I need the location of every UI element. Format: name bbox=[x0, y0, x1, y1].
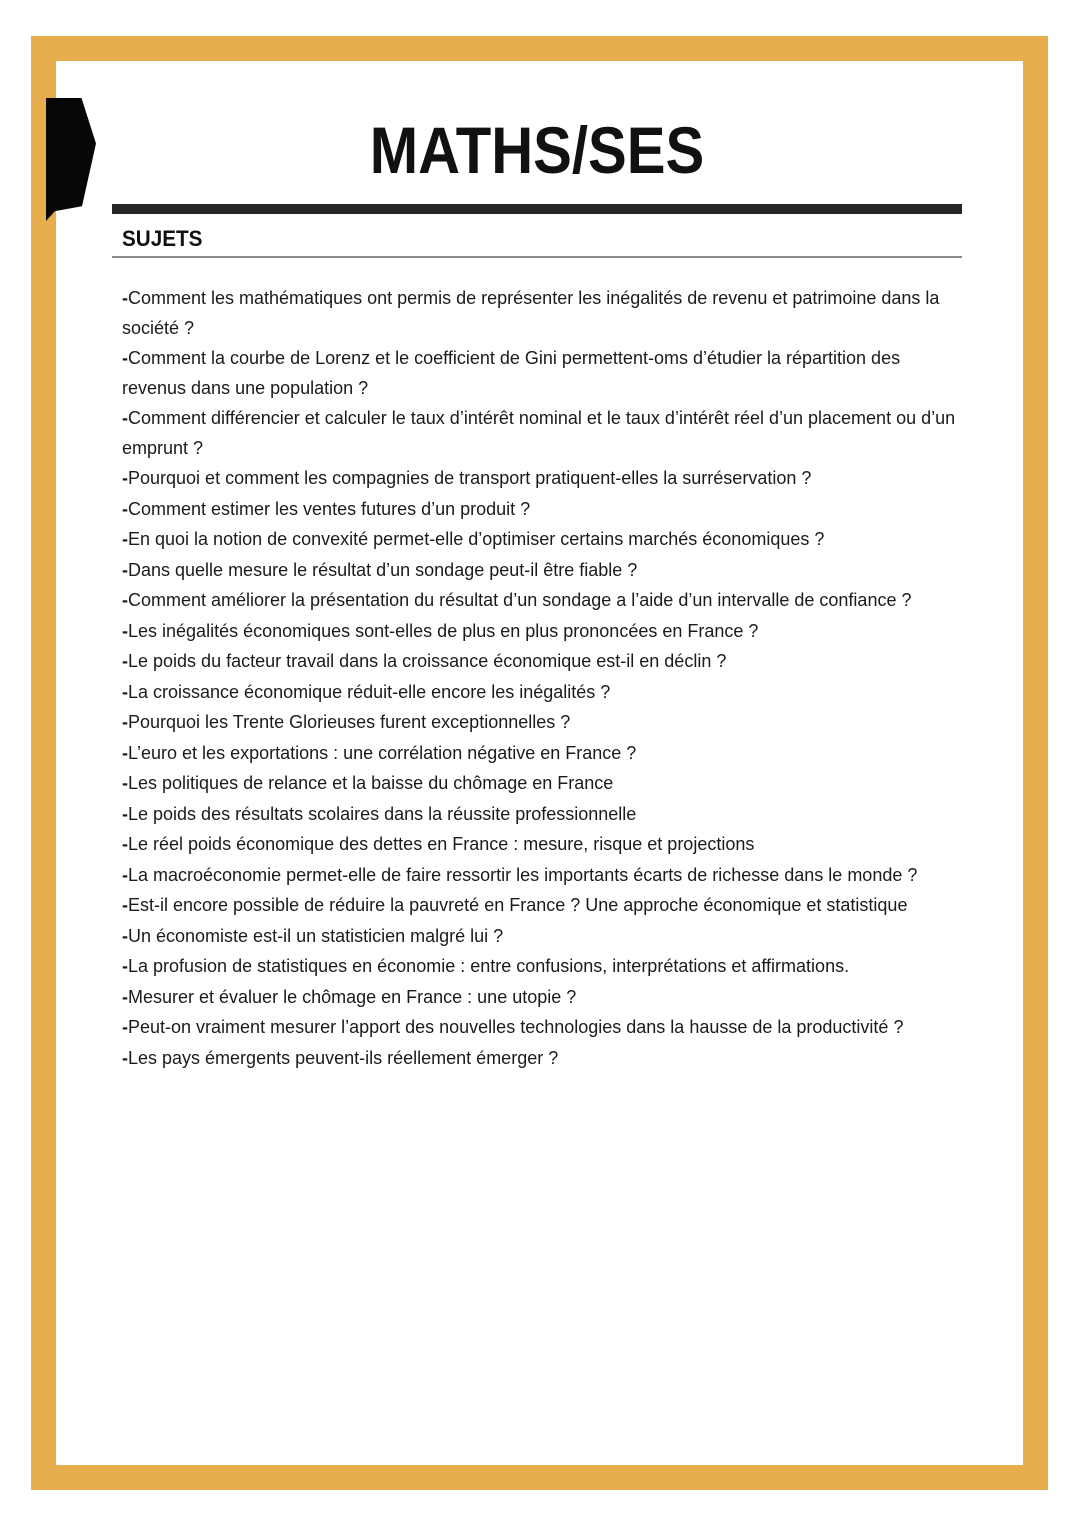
subject-item bbox=[122, 952, 962, 982]
subject-text: Comment différencier et calculer le taux d’intérêt nominal et le taux d’intérêt réel d’un placement ou d’un emprunt ? bbox=[122, 408, 956, 458]
bullet-dash: - bbox=[122, 681, 128, 702]
subject-text: Comment les mathématiques ont permis de représenter les inégalités de revenu et patrimoine dans la société ? bbox=[122, 288, 940, 338]
bullet-dash: - bbox=[122, 529, 128, 549]
subject-item bbox=[122, 861, 962, 891]
bullet-dash: - bbox=[122, 408, 128, 428]
subject-text: En quoi la notion de convexité permet-elle d’optimiser certains marchés économiques ? bbox=[128, 529, 825, 549]
subject-item bbox=[122, 647, 962, 677]
bullet-dash: - bbox=[122, 1017, 128, 1037]
page-content bbox=[112, 112, 962, 1074]
subject-text: Comment la courbe de Lorenz et le coefficient de Gini permettent-oms d’étudier la répartition des revenus dans une population ? bbox=[122, 348, 901, 398]
bullet-dash: - bbox=[122, 834, 128, 854]
bullet-dash: - bbox=[122, 590, 128, 610]
bullet-dash: - bbox=[122, 742, 128, 763]
bullet-dash: - bbox=[122, 895, 128, 915]
subject-text: La profusion de statistiques en économie : entre confusions, interprétations et affirmations. bbox=[128, 956, 850, 976]
page-title: MATHS/SES bbox=[369, 113, 705, 187]
subject-text: Les inégalités économiques sont-elles de plus en plus prononcées en France ? bbox=[128, 620, 759, 641]
subject-text: Pourquoi les Trente Glorieuses furent exceptionnelles ? bbox=[128, 712, 571, 732]
subject-item bbox=[122, 525, 962, 555]
subject-text: Dans quelle mesure le résultat d’un sondage peut-il être fiable ? bbox=[128, 559, 638, 580]
subject-item bbox=[122, 922, 962, 952]
bullet-dash: - bbox=[122, 956, 128, 976]
bullet-dash: - bbox=[122, 925, 128, 946]
subject-item bbox=[122, 404, 962, 463]
bullet-dash: - bbox=[122, 651, 128, 671]
bullet-dash: - bbox=[122, 468, 128, 488]
subject-item bbox=[122, 678, 962, 708]
subject-item bbox=[122, 891, 962, 921]
subject-text: Est-il encore possible de réduire la pauvreté en France ? Une approche économique et statistique bbox=[128, 895, 908, 915]
subject-item bbox=[122, 617, 962, 647]
subject-text: Le réel poids économique des dettes en France : mesure, risque et projections bbox=[128, 834, 755, 854]
subject-text: Pourquoi et comment les compagnies de transport pratiquent-elles la surréservation ? bbox=[128, 468, 812, 488]
subject-text: Le poids du facteur travail dans la croissance économique est-il en déclin ? bbox=[128, 651, 727, 671]
subject-text: Un économiste est-il un statisticien malgré lui ? bbox=[128, 925, 504, 946]
subject-list bbox=[122, 284, 962, 1073]
subject-item bbox=[122, 464, 962, 494]
subject-text: Comment améliorer la présentation du résultat d’un sondage a l’aide d’un intervalle de confiance ? bbox=[128, 590, 912, 610]
subject-text: La croissance économique réduit-elle encore les inégalités ? bbox=[128, 681, 611, 702]
subject-item bbox=[122, 739, 962, 769]
subject-item bbox=[122, 1013, 962, 1043]
subject-item bbox=[122, 495, 962, 525]
section-heading: SUJETS bbox=[122, 226, 203, 251]
bullet-dash: - bbox=[122, 498, 128, 519]
subject-item bbox=[122, 830, 962, 860]
subject-text: Les politiques de relance et la baisse du chômage en France bbox=[128, 773, 614, 793]
subject-text: Peut-on vraiment mesurer l’apport des nouvelles technologies dans la hausse de la productivité ? bbox=[128, 1017, 904, 1037]
bullet-dash: - bbox=[122, 288, 128, 308]
subject-item bbox=[122, 344, 962, 403]
subject-item bbox=[122, 800, 962, 830]
bullet-dash: - bbox=[122, 348, 128, 368]
subject-text: Le poids des résultats scolaires dans la réussite professionnelle bbox=[128, 803, 637, 824]
subject-text: La macroéconomie permet-elle de faire ressortir les importants écarts de richesse dans le monde ? bbox=[128, 864, 918, 885]
subject-text: Les pays émergents peuvent-ils réellement émerger ? bbox=[128, 1047, 559, 1068]
subject-text: L’euro et les exportations : une corrélation négative en France ? bbox=[128, 742, 637, 763]
bullet-dash: - bbox=[122, 803, 128, 824]
bullet-dash: - bbox=[122, 712, 128, 732]
bullet-dash: - bbox=[122, 864, 128, 885]
subject-item bbox=[122, 1044, 962, 1074]
bullet-dash: - bbox=[122, 1047, 128, 1068]
bullet-dash: - bbox=[122, 986, 128, 1007]
subject-item bbox=[122, 586, 962, 616]
subject-item bbox=[122, 556, 962, 586]
subject-item bbox=[122, 983, 962, 1013]
subject-item bbox=[122, 769, 962, 799]
subject-item bbox=[122, 284, 962, 343]
title-divider bbox=[112, 204, 962, 214]
section-divider bbox=[112, 256, 962, 258]
subject-item bbox=[122, 708, 962, 738]
subject-text: Mesurer et évaluer le chômage en France : une utopie ? bbox=[128, 986, 577, 1007]
bullet-dash: - bbox=[122, 559, 128, 580]
bullet-dash: - bbox=[122, 620, 128, 641]
bullet-dash: - bbox=[122, 773, 128, 793]
subject-text: Comment estimer les ventes futures d’un produit ? bbox=[128, 498, 531, 519]
